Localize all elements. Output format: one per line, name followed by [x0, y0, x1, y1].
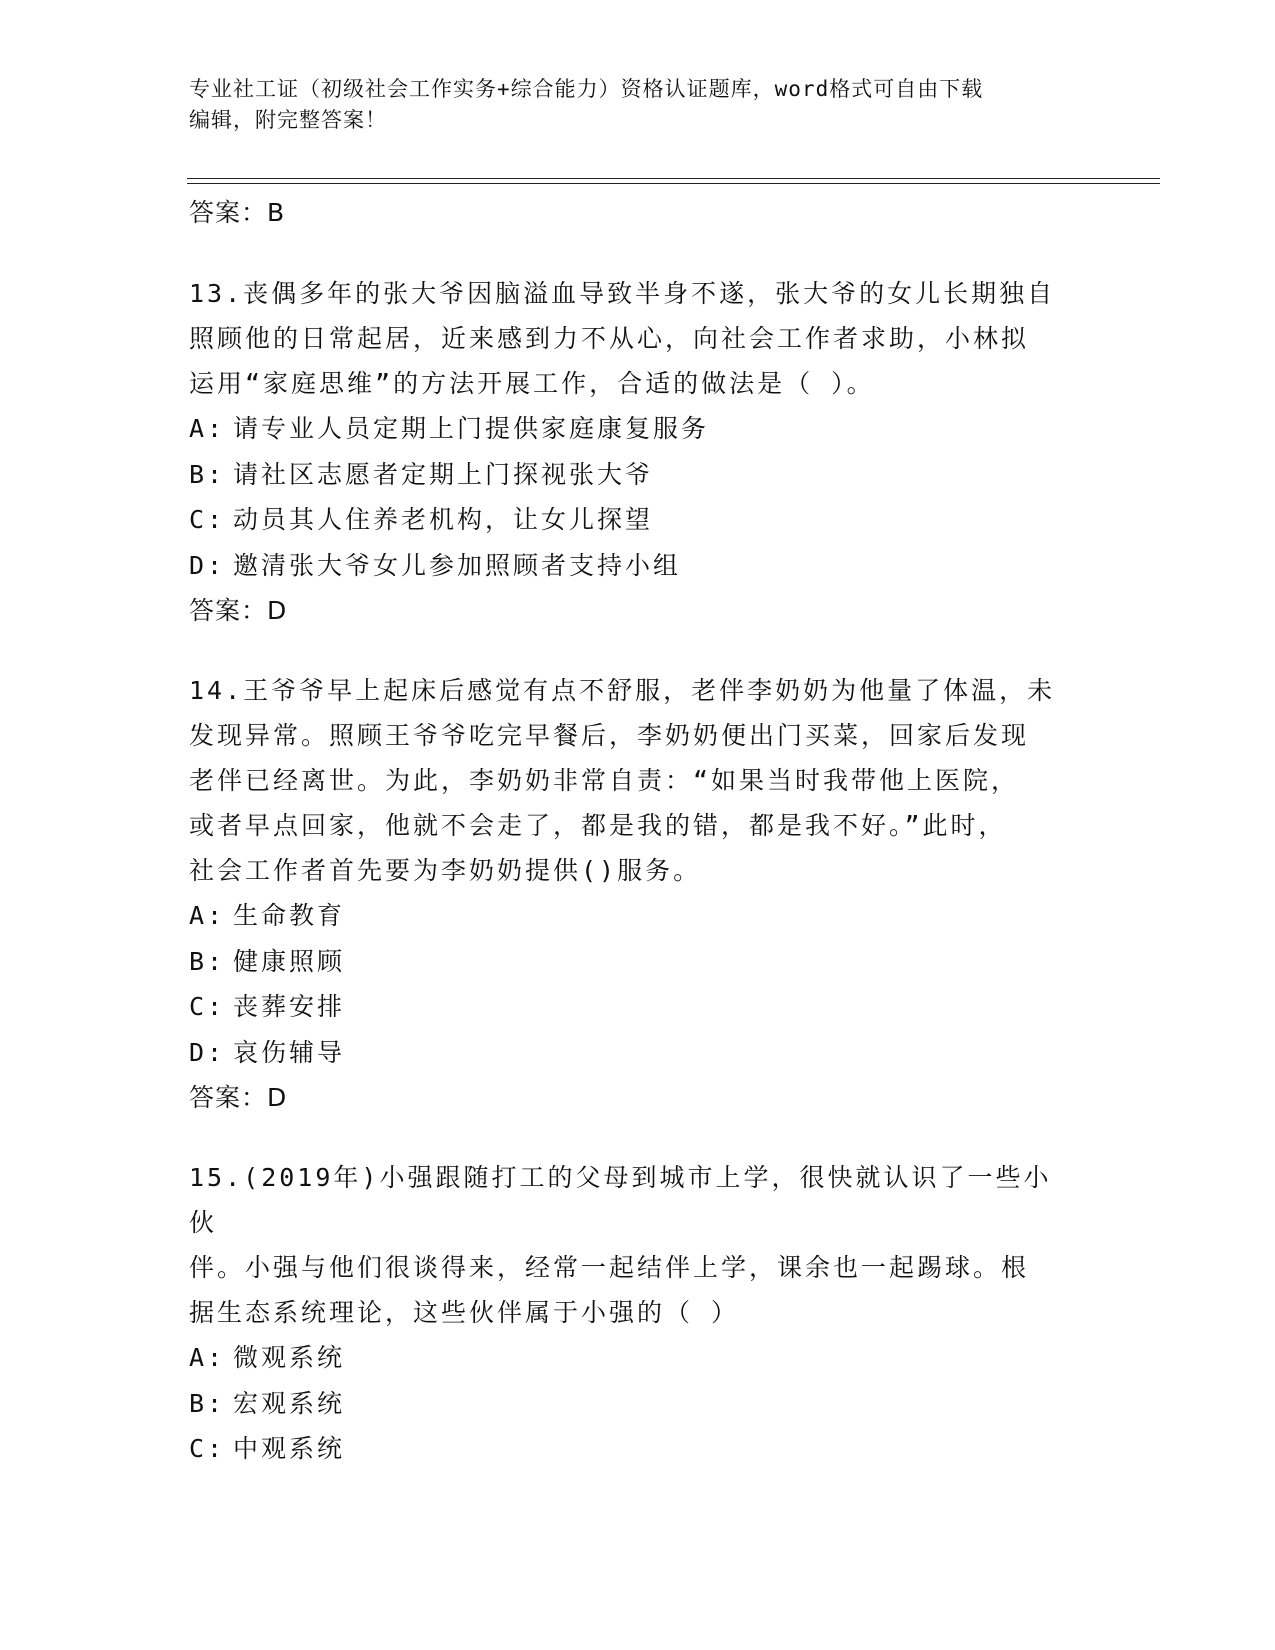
header-line-1: 专业社工证（初级社会工作实务+综合能力）资格认证题库，word格式可自由下载: [189, 77, 984, 101]
option-label: A:: [189, 1343, 226, 1372]
question-list: [189, 190, 1089, 1472]
question-13: [189, 271, 1089, 634]
option-a: [189, 1335, 1089, 1381]
option-label: A:: [189, 901, 226, 930]
option-text: 中观系统: [233, 1434, 346, 1463]
answer-line: 答案：D: [189, 1083, 288, 1112]
option-a: [189, 406, 1089, 452]
option-label: C:: [189, 992, 226, 1021]
option-label: A:: [189, 414, 226, 443]
option-label: B:: [189, 459, 226, 489]
option-a: [189, 893, 1089, 939]
stem-line: 14.王爷爷早上起床后感觉有点不舒服，老伴李奶奶为他量了体温，未: [189, 676, 1056, 705]
stem-line: 老伴已经离世。为此，李奶奶非常自责：“如果当时我带他上医院，: [189, 766, 1020, 795]
option-label: B:: [189, 1388, 226, 1418]
option-b: [189, 1381, 1089, 1427]
question-stem: [189, 1155, 1069, 1335]
stem-line: 据生态系统理论，这些伙伴属于小强的（ ）: [189, 1298, 740, 1327]
option-text: 丧葬安排: [233, 992, 346, 1021]
option-text: 动员其人住养老机构，让女儿探望: [233, 505, 654, 534]
option-text: 健康照顾: [233, 946, 346, 976]
option-c: [189, 984, 1089, 1030]
question-stem: [189, 668, 1069, 893]
option-label: D:: [189, 1037, 226, 1067]
option-d: [189, 1030, 1089, 1076]
stem-line: 社会工作者首先要为李奶奶提供()服务。: [189, 856, 702, 885]
option-c: [189, 497, 1089, 543]
option-label: D:: [189, 550, 226, 580]
option-text: 邀清张大爷女儿参加照顾者支持小组: [233, 550, 682, 580]
option-text: 宏观系统: [233, 1388, 346, 1418]
header-line-2: 编辑，附完整答案！: [189, 108, 387, 132]
question-stem: [189, 271, 1069, 406]
stem-line: 照顾他的日常起居，近来感到力不从心，向社会工作者求助，小林拟: [189, 324, 1030, 353]
option-label: C:: [189, 1434, 226, 1463]
stem-line: 或者早点回家，他就不会走了，都是我的错，都是我不好。”此时，: [189, 811, 1007, 840]
option-b: [189, 939, 1089, 985]
header-divider-bottom: [187, 183, 1160, 184]
stem-line: 伴。小强与他们很谈得来，经常一起结伴上学，课余也一起踢球。根: [189, 1253, 1030, 1282]
option-text: 请社区志愿者定期上门探视张大爷: [233, 459, 654, 489]
option-text: 请专业人员定期上门提供家庭康复服务: [233, 414, 710, 443]
page-header: [189, 74, 1089, 136]
previous-answer: 答案：B: [189, 198, 286, 227]
question-14: [189, 668, 1089, 1121]
option-b: [189, 452, 1089, 498]
stem-line: 13.丧偶多年的张大爷因脑溢血导致半身不遂，张大爷的女儿长期独自: [189, 279, 1056, 308]
option-label: B:: [189, 946, 226, 976]
answer-line: 答案：D: [189, 596, 288, 625]
question-15: [189, 1155, 1089, 1472]
option-text: 微观系统: [233, 1343, 346, 1372]
option-c: [189, 1426, 1089, 1472]
option-text: 生命教育: [233, 901, 346, 930]
header-divider-top: [187, 178, 1160, 179]
stem-line: 运用“家庭思维”的方法开展工作，合适的做法是（ ）。: [189, 369, 875, 398]
option-text: 哀伤辅导: [233, 1037, 346, 1067]
stem-line: 发现异常。照顾王爷爷吃完早餐后，李奶奶便出门买菜，回家后发现: [189, 721, 1030, 750]
stem-line: 15.(2019年)小强跟随打工的父母到城市上学，很快就认识了一些小伙: [189, 1163, 1052, 1237]
option-d: [189, 543, 1089, 589]
option-label: C:: [189, 505, 226, 534]
